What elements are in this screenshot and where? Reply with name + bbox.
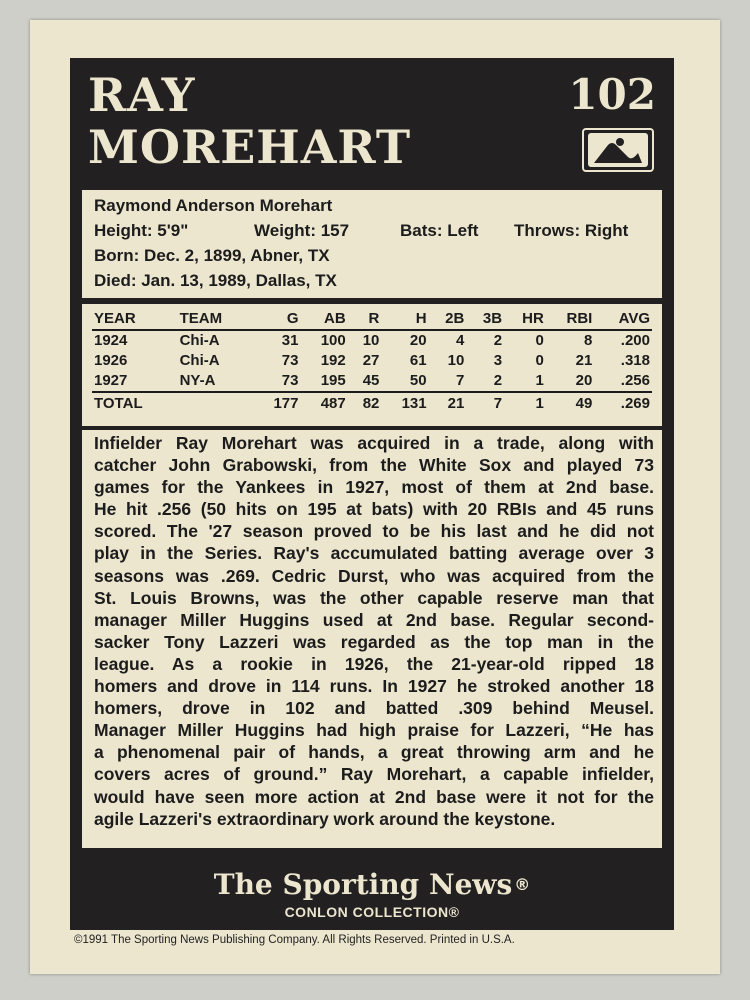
stat-cell: 177 — [253, 392, 300, 415]
stat-cell: 10 — [362, 332, 380, 349]
stat-cell: 1 — [504, 392, 546, 415]
stat-cell — [178, 392, 254, 415]
stat-cell: NY-A — [179, 372, 216, 389]
story-line: homers, drove in 102 and batted .309 behind Meusel. — [94, 698, 654, 719]
stat-cell: 1927 — [94, 372, 128, 389]
story-line: play in the Series. Ray's accumulated batting average over 3 — [94, 543, 654, 564]
stat-cell: 73 — [281, 372, 299, 389]
stat-cell: 4 — [455, 332, 465, 349]
col-header: R — [348, 310, 382, 330]
stat-cell: 0 — [535, 352, 544, 369]
bats: Bats: Left — [400, 221, 479, 240]
col-header: YEAR — [92, 310, 178, 330]
story-line: league. As a rookie in 1926, the 21-year-old ripped 18 — [94, 653, 654, 674]
stat-cell: 73 — [281, 352, 299, 369]
stat-cell: 31 — [281, 332, 299, 349]
story-line: covers acres of ground.” Ray Morehart, a capable infielder, — [94, 764, 654, 785]
stat-cell: .269 — [594, 392, 652, 415]
story-panel — [82, 430, 662, 848]
col-header: 3B — [466, 310, 504, 330]
stats-total-row — [92, 392, 652, 415]
stat-cell: 7 — [466, 392, 504, 415]
stat-cell: .200 — [620, 332, 650, 349]
stats-row — [92, 351, 652, 371]
story-line: sacker Tony Lazzeri was regarded as the top man in the — [94, 631, 654, 652]
stat-cell: 100 — [320, 332, 346, 349]
baseball-card-back — [30, 20, 720, 974]
stat-cell: 1926 — [94, 352, 128, 369]
registered-mark: ® — [514, 875, 531, 894]
stat-cell: 61 — [409, 352, 427, 369]
stat-cell: 8 — [584, 332, 593, 349]
full-name: Raymond Anderson Morehart — [94, 196, 333, 215]
card-number: 102 — [568, 70, 656, 119]
stat-cell: 2 — [493, 372, 503, 389]
col-header: G — [253, 310, 300, 330]
stat-cell: 131 — [381, 392, 428, 415]
stat-cell: 0 — [535, 332, 544, 349]
stat-cell: 487 — [300, 392, 347, 415]
copyright-notice: ©1991 The Sporting News Publishing Company. All Rights Reserved. Printed in U.S.A. — [74, 934, 515, 946]
stat-cell: 49 — [546, 392, 595, 415]
story-line: games for the Yankees in 1927, most of them at 2nd base. — [94, 477, 654, 498]
col-header: AVG — [594, 310, 652, 330]
col-header: HR — [504, 310, 546, 330]
stats-row — [92, 371, 652, 392]
stats-table — [92, 310, 652, 415]
stat-cell: 2 — [493, 332, 503, 349]
stat-cell: 27 — [362, 352, 380, 369]
height: Height: 5'9" — [94, 221, 189, 240]
stat-cell: 1 — [535, 372, 544, 389]
brand-wordmark — [70, 868, 674, 902]
player-story — [94, 432, 654, 830]
sub-brand: CONLON COLLECTION® — [284, 904, 460, 920]
stat-cell: 21 — [429, 392, 467, 415]
stat-cell: 195 — [320, 372, 346, 389]
story-line: He hit .256 (50 hits on 195 at bats) with 20 RBIs and 45 runs — [94, 499, 654, 520]
stat-cell: 1924 — [94, 332, 128, 349]
stat-cell: 192 — [320, 352, 346, 369]
story-line: Infielder Ray Morehart was acquired in a trade, along with — [94, 433, 654, 453]
player-first-name: RAY — [88, 68, 196, 122]
story-line: homers and drove in 114 runs. In 1927 he stroked another 18 — [94, 676, 654, 697]
stat-cell: .318 — [620, 352, 650, 369]
stat-cell: 7 — [455, 372, 465, 389]
story-line: agile Lazzeri's extraordinary work around the keystone. — [94, 808, 556, 829]
bio-panel — [82, 190, 662, 298]
stat-cell: 20 — [575, 372, 593, 389]
stat-cell: Chi-A — [179, 332, 220, 349]
col-header: 2B — [429, 310, 467, 330]
story-line: a phenomenal pair of hands, a great throwing arm and he — [94, 742, 654, 763]
col-header: AB — [300, 310, 347, 330]
weight: Weight: 157 — [254, 221, 350, 240]
died: Died: Jan. 13, 1989, Dallas, TX — [94, 271, 337, 290]
stats-panel — [82, 304, 662, 426]
born: Born: Dec. 2, 1899, Abner, TX — [94, 246, 330, 265]
stats-header-row — [92, 310, 652, 330]
col-header: RBI — [546, 310, 595, 330]
stat-cell: .256 — [620, 372, 650, 389]
story-line: would have seen more action at 2nd base were it not for the — [94, 786, 654, 807]
story-line: seasons was .269. Cedric Durst, who was acquired from the — [94, 565, 654, 586]
throws: Throws: Right — [514, 221, 629, 240]
card-frame — [70, 58, 674, 930]
stat-cell: 50 — [409, 372, 427, 389]
mlb-logo-icon — [582, 128, 654, 172]
stat-cell: 3 — [493, 352, 503, 369]
brand-name: The Sporting News — [213, 868, 513, 901]
story-line: St. Louis Browns, was the other capable reserve man that — [94, 587, 654, 608]
stat-cell: 21 — [575, 352, 593, 369]
stat-cell: 10 — [447, 352, 465, 369]
story-line: scored. The '27 season proved to be his last and he did not — [94, 521, 654, 542]
story-line: catcher John Grabowski, from the White Sox and played 73 — [94, 455, 654, 476]
stat-cell: Chi-A — [179, 352, 220, 369]
story-line: Manager Miller Huggins had high praise for Lazzeri, “He has — [94, 720, 654, 741]
stat-cell: TOTAL — [92, 392, 178, 415]
stat-cell: 45 — [362, 372, 380, 389]
stat-cell: 20 — [409, 332, 427, 349]
stat-cell: 82 — [348, 392, 382, 415]
story-line: manager Miller Huggins used at 2nd base. Regular second- — [94, 609, 654, 630]
player-last-name: MOREHART — [88, 120, 412, 174]
col-header: TEAM — [178, 310, 254, 330]
stats-row — [92, 330, 652, 351]
col-header: H — [381, 310, 428, 330]
